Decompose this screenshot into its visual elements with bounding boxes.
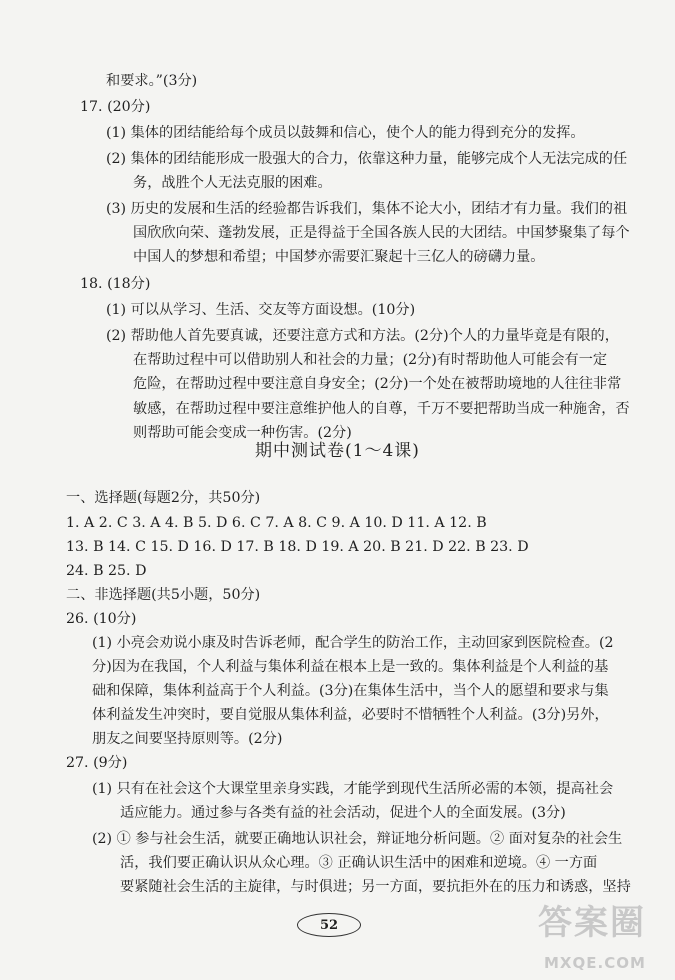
section-heading: 二、非选择题(共5小题，50分) — [66, 587, 261, 603]
answer-row: 13. B 14. C 15. D 16. D 17. B 18. D 19. A 20. B 21. D 22. B 23. D — [66, 539, 529, 555]
text-line: 危险，在帮助过程中要注意自身安全；(2分)一个处在被帮助境地的人往往非常 — [133, 376, 622, 392]
section-title: 期中测试卷(1～4课) — [255, 441, 420, 461]
text-line: 和要求。”(3分) — [106, 73, 198, 89]
text-line: (1) 集体的团结能给每个成员以鼓舞和信心，使个人的能力得到充分的发挥。 — [106, 125, 585, 141]
text-line: (2) ① 参与社会生活，就要正确地认识社会，辩证地分析问题。② 面对复杂的社会生 — [92, 831, 623, 847]
text-line: 要紧随社会生活的主旋律，与时俱进；另一方面，要抗拒外在的压力和诱惑，坚持 — [120, 879, 631, 895]
text-line: (1) 可以从学习、生活、交友等方面设想。(10分) — [106, 302, 416, 318]
question-heading-18: 18. (18分) — [80, 276, 151, 292]
text-line: (2) 集体的团结能形成一股强大的合力，依靠这种力量，能够完成个人无法完成的任 — [106, 151, 628, 167]
question-heading-17: 17. (20分) — [80, 99, 151, 115]
text-line: 适应能力。通过参与各类有益的社会活动，促进个人的全面发展。(3分) — [120, 805, 566, 821]
question-heading-27: 27. (9分) — [66, 755, 128, 771]
text-line: (2) 帮助他人首先要真诚，还要注意方式和方法。(2分)个人的力量毕竟是有限的， — [106, 328, 619, 344]
watermark-logo: 答案圈 — [538, 903, 646, 943]
text-line: 础和保障，集体利益高于个人利益。(3分)在集体生活中，当个人的愿望和要求与集 — [92, 683, 609, 699]
section-heading: 一、选择题(每题2分，共50分) — [66, 490, 261, 506]
watermark — [538, 903, 670, 974]
text-line: 在帮助过程中可以借助别人和社会的力量；(2分)有时帮助他人可能会有一定 — [133, 352, 608, 368]
question-heading-26: 26. (10分) — [66, 611, 137, 627]
page-number: 52 — [297, 913, 361, 937]
text-line: 分)因为在我国，个人利益与集体利益在根本上是一致的。集体利益是个人利益的基 — [92, 659, 609, 675]
text-line: (1) 小亮会劝说小康及时告诉老师，配合学生的防治工作，主动回家到医院检查。(2 — [92, 635, 614, 651]
text-line: (1) 只有在社会这个大课堂里亲身实践，才能学到现代生活所必需的本领，提高社会 — [92, 781, 614, 797]
text-line: 朋友之间要坚持原则等。(2分) — [92, 731, 283, 747]
text-line: 体利益发生冲突时，要自觉服从集体利益，必要时不惜牺牲个人利益。(3分)另外， — [92, 707, 609, 723]
text-line: 国欣欣向荣、蓬勃发展，正是得益于全国各族人民的大团结。中国梦聚集了每个 — [133, 225, 630, 241]
text-line: 敏感，在帮助过程中要注意维护他人的自尊，千万不要把帮助当成一种施舍，否 — [133, 401, 630, 417]
text-line: (3) 历史的发展和生活的经验都告诉我们，集体不论大小，团结才有力量。我们的祖 — [106, 201, 628, 217]
text-line: 活，我们要正确认识从众心理。③ 正确认识生活中的困难和逆境。④ 一方面 — [120, 855, 598, 871]
answer-row: 1. A 2. C 3. A 4. B 5. D 6. C 7. A 8. C 9. A 10. D 11. A 12. B — [66, 515, 487, 531]
answer-row: 24. B 25. D — [66, 563, 147, 579]
text-line: 中国人的梦想和希望；中国梦亦需要汇聚起十三亿人的磅礴力量。 — [133, 249, 545, 265]
text-line: 务，战胜个人无法克服的困难。 — [133, 175, 332, 191]
watermark-url: MXQE.COM — [544, 954, 646, 972]
text-line: 则帮助可能会变成一种伤害。(2分) — [133, 425, 352, 441]
